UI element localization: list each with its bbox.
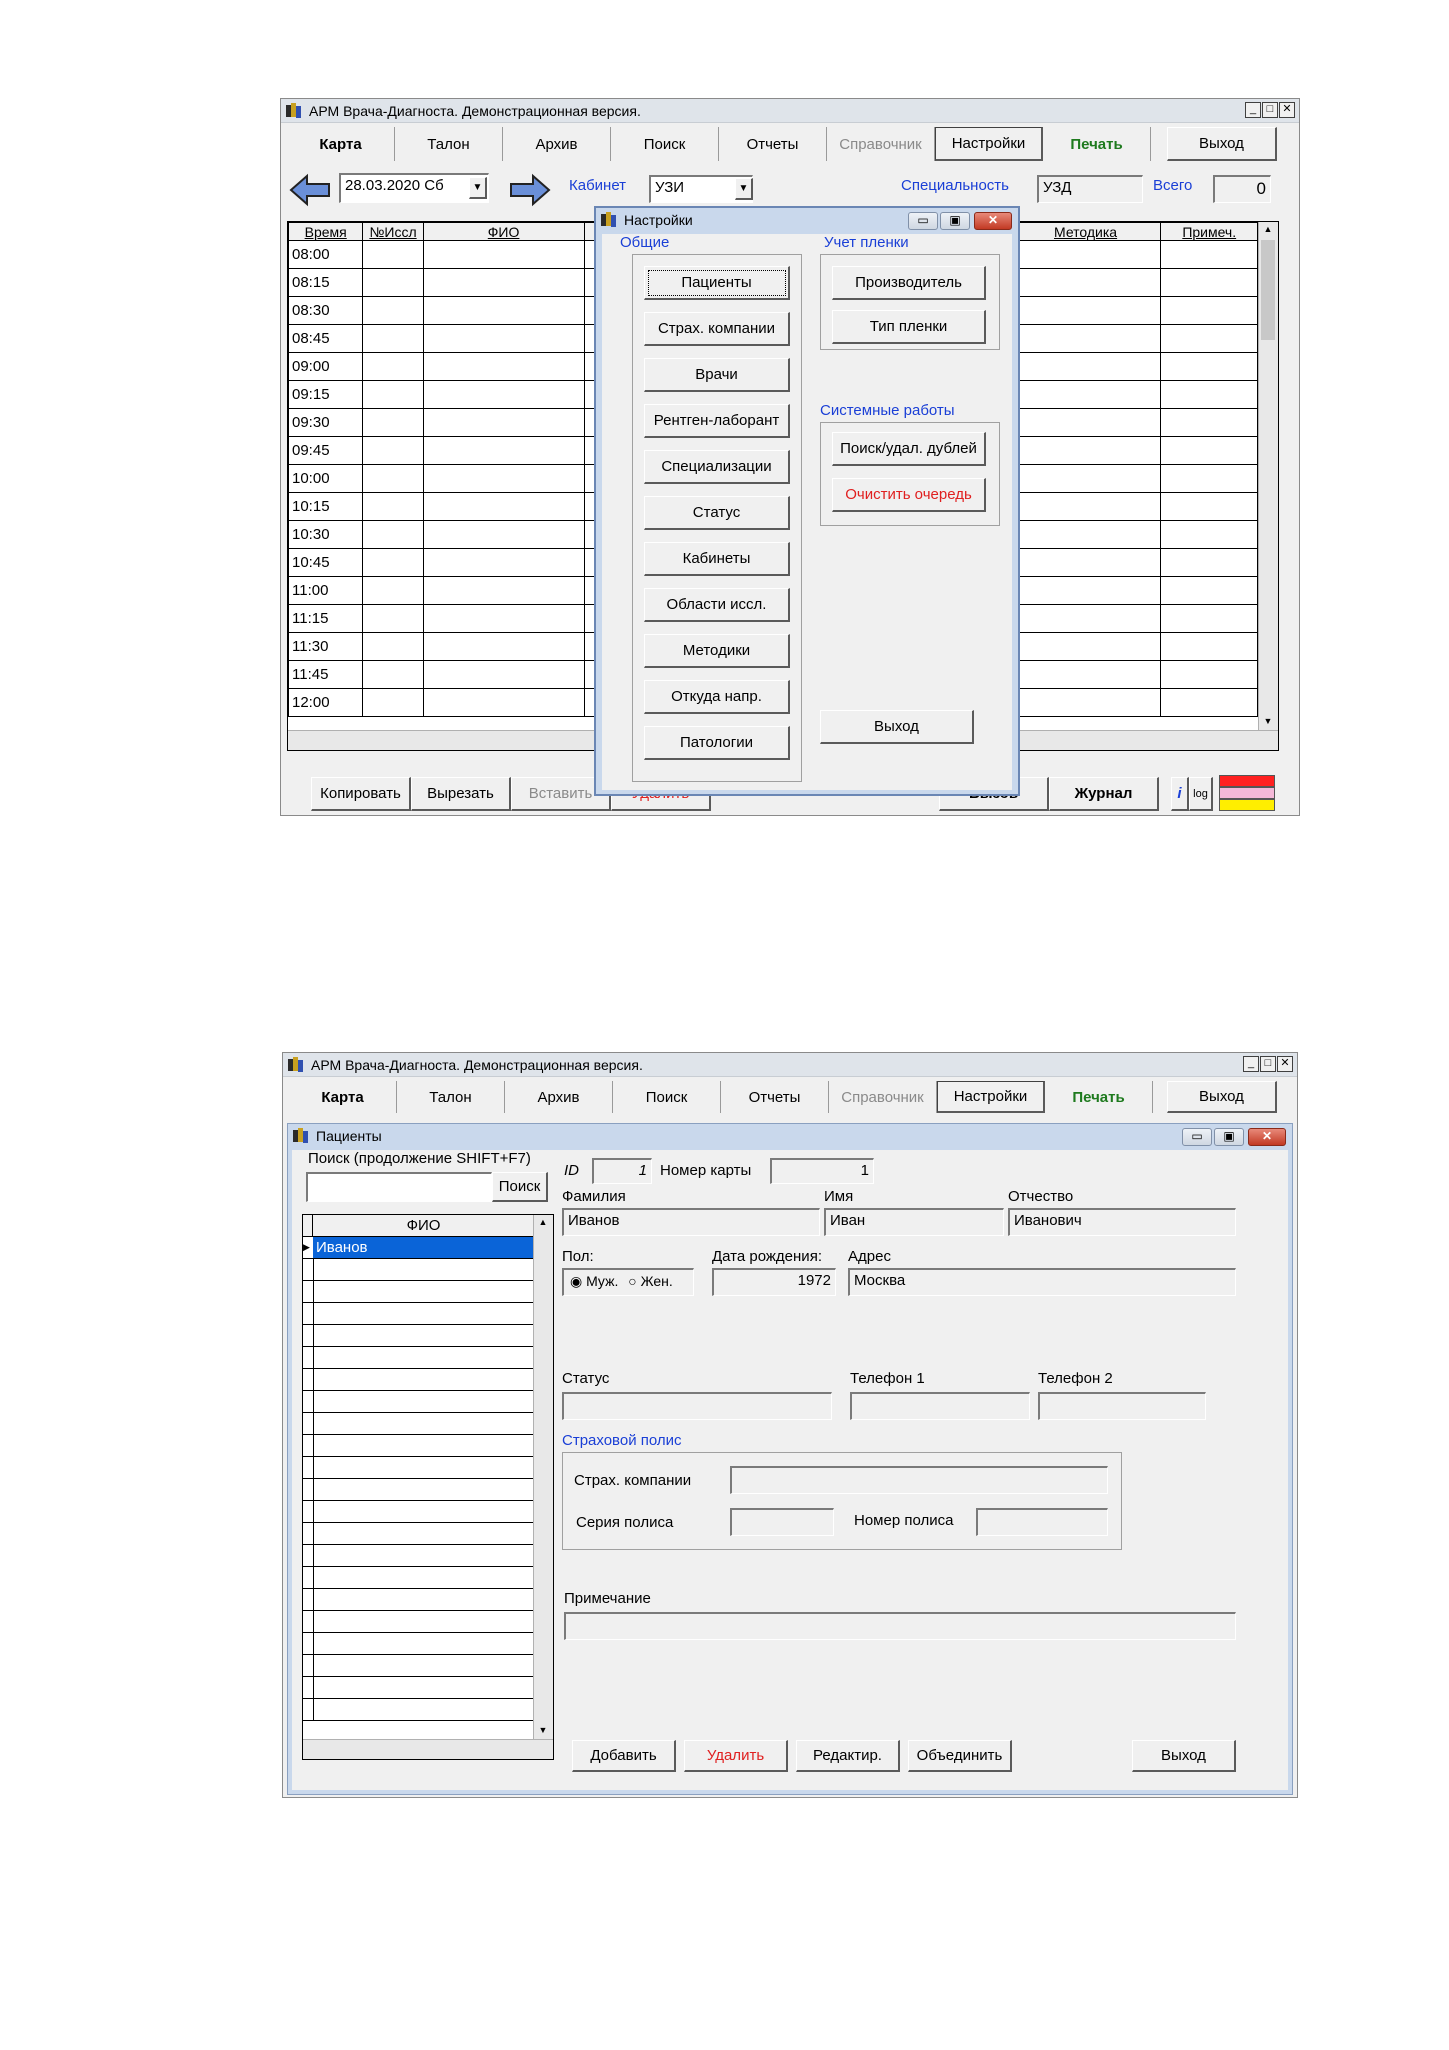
list-item[interactable] (303, 1479, 535, 1501)
status-label: Статус (562, 1370, 610, 1387)
patients-body (292, 1150, 1288, 1790)
specializations-button[interactable]: Специализации (644, 450, 790, 484)
grid-cell[interactable] (1161, 465, 1258, 493)
grid-cell[interactable] (423, 605, 584, 633)
log-button[interactable]: log (1189, 777, 1213, 811)
list-item[interactable] (303, 1589, 535, 1611)
cabinets-button[interactable]: Кабинеты (644, 542, 790, 576)
list-cell[interactable] (313, 1479, 535, 1500)
journal-button[interactable]: Журнал (1049, 777, 1159, 811)
list-cell[interactable] (313, 1457, 535, 1478)
patients-button[interactable]: Пациенты (644, 266, 790, 300)
list-item[interactable] (303, 1633, 535, 1655)
grid-cell[interactable] (423, 269, 584, 297)
ins-series-field[interactable] (730, 1508, 834, 1536)
window-title: АРМ Врача-Диагноста. Демонстрационная версия. (311, 1057, 643, 1073)
id-value: 1 (638, 1162, 647, 1179)
list-cell[interactable] (313, 1413, 535, 1434)
grid-cell[interactable] (1010, 577, 1161, 605)
list-item[interactable] (303, 1281, 535, 1303)
grid-cell[interactable] (1010, 269, 1161, 297)
grid-cell[interactable] (1161, 661, 1258, 689)
total-label: Всего (1153, 177, 1193, 194)
list-item[interactable] (303, 1391, 535, 1413)
time-cell[interactable]: 11:45 (289, 661, 363, 689)
list-item[interactable] (303, 1523, 535, 1545)
col-method: Методика (1010, 223, 1161, 241)
paste-button[interactable]: Вставить (511, 777, 611, 811)
list-cell[interactable] (313, 1523, 535, 1544)
grid-cell[interactable] (1161, 297, 1258, 325)
grid-cell[interactable] (1010, 297, 1161, 325)
grid-cell[interactable] (1010, 409, 1161, 437)
grid-cell[interactable] (1161, 381, 1258, 409)
find-duplicates-button[interactable]: Поиск/удал. дублей (832, 432, 986, 466)
time-cell[interactable]: 11:00 (289, 577, 363, 605)
birth-value: 1972 (797, 1272, 831, 1289)
system-label: Системные работы (820, 402, 955, 419)
list-cell[interactable] (313, 1655, 535, 1676)
time-cell[interactable]: 12:00 (289, 689, 363, 717)
surname-value: Иванов (568, 1212, 620, 1229)
arrow-right-icon[interactable] (509, 173, 551, 207)
list-item[interactable] (303, 1501, 535, 1523)
list-cell[interactable] (313, 1545, 535, 1566)
minimize-button[interactable]: _ (1243, 1056, 1259, 1072)
ins-company-label: Страх. компании (574, 1472, 692, 1489)
status-field[interactable] (562, 1392, 832, 1420)
arrow-left-icon[interactable] (289, 173, 331, 207)
date-value: 28.03.2020 Сб (345, 177, 444, 194)
grid-cell[interactable] (1010, 241, 1161, 269)
tab-settings[interactable]: Настройки (935, 127, 1043, 161)
sex-label: Пол: (562, 1248, 594, 1265)
id-field (592, 1158, 652, 1184)
edit-button[interactable]: Редактир. (796, 1740, 900, 1772)
grid-cell[interactable] (1010, 661, 1161, 689)
grid-cell[interactable] (423, 689, 584, 717)
doctors-button[interactable]: Врачи (644, 358, 790, 392)
grid-cell[interactable] (363, 297, 423, 325)
list-item[interactable] (303, 1435, 535, 1457)
methods-button[interactable]: Методики (644, 634, 790, 668)
grid-cell[interactable] (423, 325, 584, 353)
grid-cell[interactable] (423, 437, 584, 465)
grid-cell[interactable] (1010, 605, 1161, 633)
status-yellow (1219, 799, 1275, 811)
list-item[interactable] (303, 1303, 535, 1325)
grid-cell[interactable] (1161, 409, 1258, 437)
list-item[interactable] (303, 1655, 535, 1677)
grid-cell[interactable] (423, 493, 584, 521)
note-field[interactable] (564, 1612, 1236, 1640)
list-cell[interactable] (313, 1589, 535, 1610)
cabinet-value: УЗИ (655, 179, 685, 196)
grid-cell[interactable] (363, 633, 423, 661)
list-item[interactable] (303, 1457, 535, 1479)
restore-button[interactable]: ▣ (1214, 1128, 1244, 1146)
card-field (770, 1158, 874, 1184)
status-pink (1219, 787, 1275, 799)
address-value: Москва (854, 1272, 906, 1289)
time-cell[interactable]: 10:00 (289, 465, 363, 493)
phone1-field[interactable] (850, 1392, 1030, 1420)
patient-rows (303, 1237, 535, 1721)
id-label: ID (564, 1162, 579, 1179)
time-cell[interactable]: 09:00 (289, 353, 363, 381)
app-icon (293, 1128, 309, 1144)
tab-print[interactable]: Печать (1043, 127, 1151, 161)
date-dropdown-button[interactable]: ▼ (469, 177, 487, 199)
exit-button[interactable]: Выход (1132, 1740, 1236, 1772)
list-cell[interactable] (313, 1369, 535, 1390)
time-cell[interactable]: 08:00 (289, 241, 363, 269)
tab-reference[interactable]: Справочник (827, 127, 935, 161)
grid-cell[interactable] (423, 409, 584, 437)
col-time: Время (289, 223, 363, 241)
grid-cell[interactable] (363, 381, 423, 409)
exit-button[interactable]: Выход (1167, 127, 1277, 161)
status-red (1219, 775, 1275, 787)
col-fio: ФИО (423, 223, 584, 241)
grid-cell[interactable] (363, 437, 423, 465)
ins-company-field[interactable] (730, 1466, 1108, 1494)
grid-cell[interactable] (1010, 633, 1161, 661)
time-cell[interactable]: 09:45 (289, 437, 363, 465)
tab-archive[interactable]: Архив (505, 1081, 613, 1113)
xray-assistant-button[interactable]: Рентген-лаборант (644, 404, 790, 438)
tab-talon[interactable]: Талон (395, 127, 503, 161)
time-cell[interactable]: 11:15 (289, 605, 363, 633)
grid-cell[interactable] (423, 661, 584, 689)
ins-number-label: Номер полиса (854, 1512, 954, 1529)
grid-cell[interactable] (1010, 437, 1161, 465)
close-button[interactable]: ✕ (1279, 102, 1295, 118)
list-item[interactable] (303, 1325, 535, 1347)
name-label: Имя (824, 1188, 854, 1205)
time-cell[interactable]: 10:15 (289, 493, 363, 521)
ins-number-field[interactable] (976, 1508, 1108, 1536)
delete-button[interactable]: Удалить (684, 1740, 788, 1772)
time-cell[interactable]: 09:30 (289, 409, 363, 437)
grid-cell[interactable] (423, 381, 584, 409)
list-cell[interactable] (313, 1567, 535, 1588)
patronymic-value: Иванович (1014, 1212, 1082, 1229)
col-number: №Иссл (363, 223, 423, 241)
grid-cell[interactable] (363, 605, 423, 633)
tab-print[interactable]: Печать (1045, 1081, 1153, 1113)
minimize-button[interactable]: ▭ (1182, 1128, 1212, 1146)
grid-cell[interactable] (423, 577, 584, 605)
time-cell[interactable]: 08:15 (289, 269, 363, 297)
address-label: Адрес (848, 1248, 891, 1265)
close-button[interactable]: ✕ (1248, 1128, 1286, 1146)
vertical-scrollbar[interactable]: ▲ ▼ (1258, 222, 1278, 732)
grid-cell[interactable] (1010, 521, 1161, 549)
list-header-fio: ФИО (313, 1215, 535, 1237)
patients-window (287, 1123, 1293, 1795)
list-cell[interactable] (313, 1501, 535, 1522)
grid-cell[interactable] (363, 325, 423, 353)
app-icon (286, 103, 302, 119)
total-value: 0 (1256, 179, 1266, 198)
list-cell[interactable] (313, 1435, 535, 1456)
grid-cell[interactable] (1010, 353, 1161, 381)
total-field (1213, 175, 1271, 203)
list-cell[interactable] (313, 1259, 535, 1280)
note-label: Примечание (564, 1590, 651, 1607)
insurance-label: Страховой полис (562, 1432, 682, 1449)
grid-cell[interactable] (1161, 521, 1258, 549)
grid-cell[interactable] (363, 549, 423, 577)
grid-cell[interactable] (423, 297, 584, 325)
restore-button[interactable]: ▣ (940, 212, 970, 230)
surname-field[interactable] (562, 1208, 820, 1236)
patronymic-label: Отчество (1008, 1188, 1074, 1205)
close-button[interactable]: ✕ (1277, 1056, 1293, 1072)
grid-cell[interactable] (1161, 633, 1258, 661)
film-label: Учет пленки (824, 234, 909, 251)
ins-series-label: Серия полиса (576, 1514, 674, 1531)
list-cell[interactable] (313, 1303, 535, 1324)
grid-cell[interactable] (363, 269, 423, 297)
time-cell[interactable]: 10:30 (289, 521, 363, 549)
grid-cell[interactable] (1161, 605, 1258, 633)
minimize-button[interactable]: ▭ (908, 212, 938, 230)
grid-cell[interactable] (1010, 493, 1161, 521)
name-field[interactable] (824, 1208, 1004, 1236)
grid-cell[interactable] (363, 353, 423, 381)
grid-cell[interactable] (363, 409, 423, 437)
add-button[interactable]: Добавить (572, 1740, 676, 1772)
card-label: Номер карты (660, 1162, 752, 1179)
grid-cell[interactable] (423, 633, 584, 661)
list-cell[interactable] (313, 1325, 535, 1346)
close-button[interactable]: ✕ (974, 212, 1012, 230)
patients-title-bar (288, 1124, 1292, 1150)
grid-cell[interactable] (1161, 437, 1258, 465)
specialty-label: Специальность (901, 177, 1009, 194)
settings-dialog (594, 206, 1020, 796)
tab-settings[interactable]: Настройки (937, 1081, 1045, 1113)
specialty-field (1037, 175, 1143, 203)
grid-cell[interactable] (363, 689, 423, 717)
insurance-button[interactable]: Страх. компании (644, 312, 790, 346)
settings-title: Настройки (624, 212, 693, 228)
list-item[interactable] (303, 1611, 535, 1633)
grid-cell[interactable] (1161, 689, 1258, 717)
col-note: Примеч. (1161, 223, 1258, 241)
tab-karta[interactable]: Карта (287, 127, 395, 161)
minimize-button[interactable]: _ (1245, 102, 1261, 118)
list-item[interactable] (303, 1567, 535, 1589)
grid-cell[interactable] (423, 353, 584, 381)
clear-queue-button[interactable]: Очистить очередь (832, 478, 986, 512)
referral-source-button[interactable]: Откуда напр. (644, 680, 790, 714)
time-cell[interactable]: 08:45 (289, 325, 363, 353)
pathologies-button[interactable]: Патологии (644, 726, 790, 760)
exam-areas-button[interactable]: Области иссл. (644, 588, 790, 622)
row-pointer-icon: ▶ (303, 1237, 314, 1258)
manufacturer-button[interactable]: Производитель (832, 266, 986, 300)
tab-search[interactable]: Поиск (613, 1081, 721, 1113)
grid-cell[interactable] (1161, 493, 1258, 521)
radio-female[interactable]: ○ Жен. (628, 1273, 673, 1289)
grid-cell[interactable] (1161, 549, 1258, 577)
title-bar (283, 1053, 1297, 1077)
grid-cell[interactable] (1010, 465, 1161, 493)
grid-cell[interactable] (1161, 241, 1258, 269)
address-field[interactable] (848, 1268, 1236, 1296)
app-icon (601, 212, 617, 228)
card-value: 1 (860, 1162, 869, 1179)
date-field[interactable] (339, 173, 489, 203)
main-window-2 (282, 1052, 1298, 1798)
radio-male[interactable]: ◉ Муж. (570, 1273, 619, 1289)
female-label: Жен. (640, 1273, 673, 1289)
cabinet-dropdown-button[interactable]: ▼ (735, 178, 753, 200)
maximize-button[interactable]: □ (1260, 1056, 1276, 1072)
list-item[interactable] (303, 1347, 535, 1369)
tab-reports[interactable]: Отчеты (719, 127, 827, 161)
grid-cell[interactable] (423, 549, 584, 577)
phone2-label: Телефон 2 (1038, 1370, 1113, 1387)
birth-label: Дата рождения: (712, 1248, 822, 1265)
male-label: Муж. (586, 1273, 619, 1289)
tab-reference[interactable]: Справочник (829, 1081, 937, 1113)
list-item[interactable] (303, 1413, 535, 1435)
name-value: Иван (830, 1212, 866, 1229)
time-cell[interactable]: 10:45 (289, 549, 363, 577)
grid-cell[interactable] (423, 465, 584, 493)
settings-body (602, 234, 1012, 790)
grid-cell[interactable] (1161, 269, 1258, 297)
grid-cell[interactable] (363, 521, 423, 549)
list-item[interactable] (303, 1699, 535, 1721)
cut-button[interactable]: Вырезать (411, 777, 511, 811)
birth-field[interactable] (712, 1268, 836, 1296)
search-input[interactable] (306, 1172, 492, 1202)
grid-cell[interactable] (423, 241, 584, 269)
list-horizontal-scrollbar[interactable] (303, 1739, 553, 1759)
list-item[interactable] (303, 1237, 535, 1259)
tab-karta[interactable]: Карта (289, 1081, 397, 1113)
phone1-label: Телефон 1 (850, 1370, 925, 1387)
patients-title: Пациенты (316, 1128, 382, 1144)
grid-cell[interactable] (363, 241, 423, 269)
tab-reports[interactable]: Отчеты (721, 1081, 829, 1113)
list-cell[interactable] (313, 1281, 535, 1302)
grid-cell[interactable] (1010, 689, 1161, 717)
grid-cell[interactable] (1010, 325, 1161, 353)
grid-cell[interactable] (1161, 577, 1258, 605)
title-bar (281, 99, 1299, 123)
surname-label: Фамилия (562, 1188, 626, 1205)
cabinet-label: Кабинет (569, 177, 627, 194)
list-vertical-scrollbar[interactable]: ▲ ▼ (533, 1215, 553, 1741)
specialty-value: УЗД (1043, 179, 1072, 196)
list-cell[interactable] (313, 1633, 535, 1654)
maximize-button[interactable]: □ (1262, 102, 1278, 118)
grid-cell[interactable] (363, 577, 423, 605)
status-button[interactable]: Статус (644, 496, 790, 530)
list-cell[interactable] (313, 1677, 535, 1698)
merge-button[interactable]: Объединить (908, 1740, 1012, 1772)
list-cell[interactable] (313, 1699, 535, 1720)
list-item[interactable] (303, 1545, 535, 1567)
grid-cell[interactable] (363, 661, 423, 689)
search-button[interactable]: Поиск (492, 1172, 548, 1202)
phone2-field[interactable] (1038, 1392, 1206, 1420)
copy-button[interactable]: Копировать (311, 777, 411, 811)
tab-archive[interactable]: Архив (503, 127, 611, 161)
list-item[interactable] (303, 1677, 535, 1699)
sex-group (562, 1268, 694, 1296)
patronymic-field[interactable] (1008, 1208, 1236, 1236)
grid-cell[interactable] (363, 465, 423, 493)
list-item[interactable] (303, 1369, 535, 1391)
grid-cell[interactable] (1010, 381, 1161, 409)
settings-exit-button[interactable]: Выход (820, 710, 974, 744)
list-header-row (303, 1215, 535, 1237)
info-button[interactable]: i (1171, 777, 1189, 811)
list-cell[interactable] (313, 1347, 535, 1368)
list-cell[interactable] (313, 1611, 535, 1632)
film-type-button[interactable]: Тип пленки (832, 310, 986, 344)
general-label: Общие (620, 234, 670, 251)
time-cell[interactable]: 09:15 (289, 381, 363, 409)
grid-cell[interactable] (1161, 353, 1258, 381)
grid-cell[interactable] (423, 521, 584, 549)
exit-button[interactable]: Выход (1167, 1081, 1277, 1113)
time-cell[interactable]: 11:30 (289, 633, 363, 661)
patient-list (302, 1214, 554, 1760)
list-item[interactable] (303, 1259, 535, 1281)
time-cell[interactable]: 08:30 (289, 297, 363, 325)
grid-cell[interactable] (1010, 549, 1161, 577)
settings-title-bar (596, 208, 1018, 232)
grid-cell[interactable] (1161, 325, 1258, 353)
app-icon (288, 1057, 304, 1073)
list-cell[interactable] (313, 1391, 535, 1412)
search-label: Поиск (продолжение SHIFT+F7) (308, 1150, 531, 1167)
list-cell[interactable]: Иванов (313, 1237, 535, 1258)
tab-search[interactable]: Поиск (611, 127, 719, 161)
grid-cell[interactable] (363, 493, 423, 521)
tab-talon[interactable]: Талон (397, 1081, 505, 1113)
window-title: АРМ Врача-Диагноста. Демонстрационная версия. (309, 103, 641, 119)
